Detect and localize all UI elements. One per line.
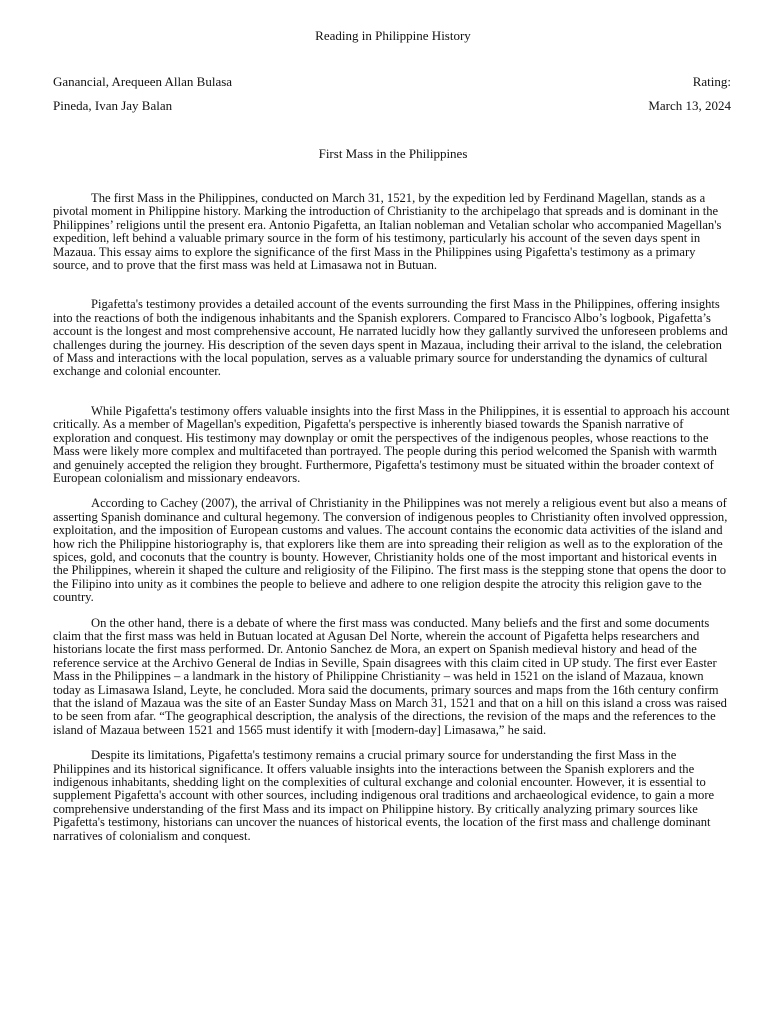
course-title: Reading in Philippine History [315,28,471,43]
paragraph: Despite its limitations, Pigafetta's testimony remains a crucial primary source for understanding the first Mass in the Philippines and its historical significance. It offers valuable insights into the interactions between the Spanish explorers and the indigenous inhabitants, shedding light on the complexities of cultural exchange and colonial encounter. However, it is essential to supplement Pigafetta's account with other sources, including indigenous oral traditions and archaeological evidence, to gain a more comprehensive understanding of the first Mass and its impact on Philippine history. By critically analyzing primary sources like Pigafetta's testimony, historians can uncover the nuances of historical events, the location of the first mass and challenge dominant narratives of colonialism and conquest. [53,748,715,843]
document-date: March 13, 2024 [648,98,731,113]
author-name-2: Pineda, Ivan Jay Balan [53,98,173,113]
paragraph: While Pigafetta's testimony offers valuable insights into the first Mass in the Philippines, it is essential to approach his account critically. As a member of Magellan's expedition, Pigafetta's perspective is inherently biased towards the Spanish narrative of exploration and conquest. His testimony may downplay or omit the perspectives of the indigenous peoples, whose reactions to the Mass were likely more complex and multifaceted than portrayed. The people during this period welcomed the Spanish with warmth and genuinely accepted the religion they brought. Furthermore, Pigafetta's testimony must be situated within the broader context of European colonialism and missionary endeavors. [53,403,730,485]
author-name-1: Ganancial, Arequeen Allan Bulasa [53,74,233,89]
paragraph: According to Cachey (2007), the arrival of Christianity in the Philippines was not merely a religious event but also a means of asserting Spanish dominance and cultural hegemony. The conversion of indigenous peoples to Christianity often involved oppression, exploitation, and the imposition of European customs and values. The account contains the economic data activities of the island and how rich the Philippine historiography is, that explorers like them are into spreading their religion as well as to the exploration of the spices, gold, and coconuts that the country is bounty. However, Christianity holds one of the most important and historical events in the Philippines, wherein it shaped the culture and religiosity of the Filipino. The first mass is the stepping stone that opens the door to the Filipino into unity as it combines the people to believe and adhere to one religion despite the atrocity this religion gave to the country. [53,496,728,605]
paragraph: The first Mass in the Philippines, conducted on March 31, 1521, by the expedition led by Ferdinand Magellan, stands as a pivotal moment in Philippine history. Marking the introduction of Christianity to the archipelago that spreads and is dominant in the Philippines’ religions until the present era. Antonio Pigafetta, an Italian nobleman and Vetalian scholar who accompanied Magellan's expedition, left behind a valuable primary source in the form of his testimony, particularly his account of the seven days spent in Mazaua. This essay aims to explore the significance of the first Mass in the Philippines using Pigafetta's testimony as a primary source, and to prove that the first mass was held at Limasawa not in Butuan. [53,191,722,273]
rating-label: Rating: [692,74,731,89]
essay-body [53,192,731,843]
header-row-1 [53,74,731,90]
essay-title: First Mass in the Philippines [318,146,468,161]
header-row-2 [53,98,731,114]
paragraph: Pigafetta's testimony provides a detailed account of the events surrounding the first Mass in the Philippines, offering insights into the reactions of both the indigenous inhabitants and the Spanish explorers. Compared to Francisco Albo’s logbook, Pigafetta’s account is the longest and most comprehensive account, He narrated lucidly how they gallantly survived the unforeseen problems and challenges during the journey. His description of the seven days spent in Mazaua, including their arrival to the island, the celebration of Mass and interactions with the local population, serves as a valuable primary source for understanding the dynamics of cultural exchange and colonial encounter. [53,297,728,379]
paragraph: On the other hand, there is a debate of where the first mass was conducted. Many beliefs and the first and some documents claim that the first mass was held in Butuan located at Agusan Del Norte, wherein the account of Pigafetta helps researchers and historians locate the first mass performed. Dr. Antonio Sanchez de Mora, an expert on Spanish medieval history and head of the reference service at the Archivo General de Indias in Seville, Spain disagrees with this claim cited in UP study. The first ever Easter Mass in the Philippines – a landmark in the history of Philippine Christianity – was held in 1521 on the island of Mazaua, known today as Limasawa Island, Leyte, he concluded. Mora said the documents, primary sources and maps from the 16th century confirm that the island of Mazaua was the site of an Easter Sunday Mass on March 31, 1521 and that on a hill on this island a cross was raised to be seen from afar. “The geographical description, the analysis of the directions, the revision of the maps and the references to the island of Mazaua between 1521 and 1565 must identify it with [modern-day] Limasawa,” he said. [53,615,727,737]
